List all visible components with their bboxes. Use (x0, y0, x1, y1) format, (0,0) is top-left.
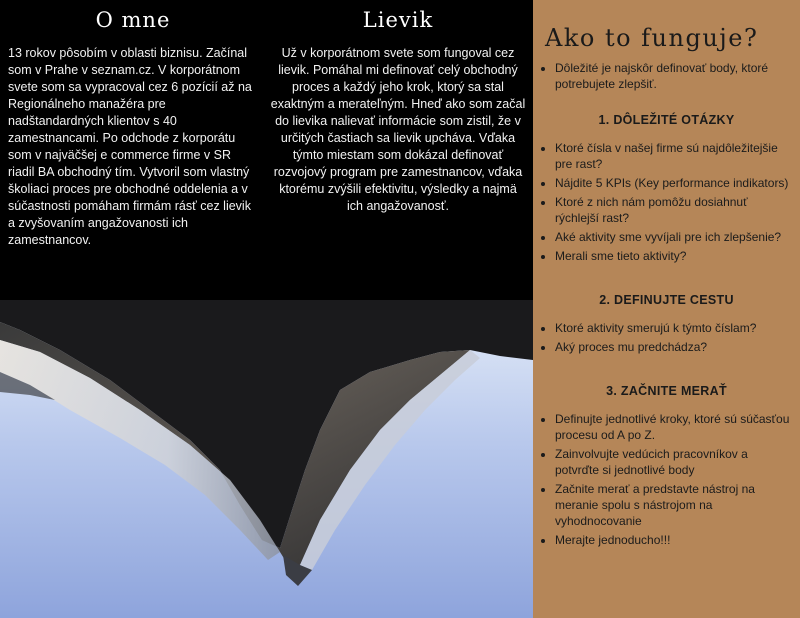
intro-list (533, 60, 800, 92)
questions-list (533, 140, 800, 264)
list-item: • Ktoré aktivity smerujú k týmto číslam? (555, 320, 800, 336)
measure-list (533, 411, 800, 548)
funnel-title: Lievik (362, 8, 434, 32)
about-title: O mne (95, 8, 171, 32)
about-column (8, 8, 258, 249)
list-item: • Začnite merať a predstavte nástroj na meranie spolu s nástrojom na vyhodnocovanie (555, 481, 800, 529)
intro-item: • Dôležité je najskôr definovať body, ktoré potrebujete zlepšiť. (555, 60, 800, 92)
list-item: • Aké aktivity sme vyvíjali pre ich zlepšenie? (555, 229, 800, 245)
list-item: • Merali sme tieto aktivity? (555, 248, 800, 264)
funnel-column (270, 8, 526, 215)
list-item: • Aký proces mu predchádza? (555, 339, 800, 355)
list-item: • Definujte jednotlivé kroky, ktoré sú súčasťou procesu od A po Z. (555, 411, 800, 443)
how-title: Ako to funguje? (545, 24, 759, 52)
list-item: • Ktoré čísla v našej firme sú najdôležitejšie pre rast? (555, 140, 800, 172)
section-heading-path: 2. DEFINUJTE CESTU (599, 293, 734, 307)
list-item: • Nájdite 5 KPIs (Key performance indikators) (555, 175, 800, 191)
section-heading-questions: 1. DÔLEŽITÉ OTÁZKY (598, 113, 735, 127)
list-item: • Merajte jednoducho!!! (555, 532, 800, 548)
list-item: • Ktoré z nich nám pomôžu dosiahnuť rýchlejší rast? (555, 194, 800, 226)
about-text: 13 rokov pôsobím v oblasti biznisu. Začínal som v Prahe v seznam.cz. V korporátnom svete som sa vypracoval cez 6 pozícií až na Regionálneho manažéra pre nadštandardných klientov s 40 zamestnancami. Po odchode z korporátu som v najväčšej e commerce firme v SR riadil BA obchodný tím. Vytvoril som vlastný školiaci proces pre obchodné oddelenia a v súčastnosti pomáham firmám rásť cez lievik a zvyšovaním angažovanosti ich zamestnancov. (8, 46, 252, 247)
funnel-text: Už v korporátnom svete som fungoval cez lievik. Pomáhal mi definovať celý obchodný proces a každý jeho krok, ktorý sa stal exaktným a merateľným. Hneď ako som začal do lievika nalievať informácie som zistil, že v určitých častiach sa lievik upcháva. Vďaka týmto miestam som dokázal definovať rozvojový program pre zamestnancov, vďaka ktorému zvýšili efektivitu, výsledky a najmä ich angažovanosť. (270, 46, 526, 213)
list-item: • Zainvolvujte vedúcich pracovníkov a potvrďte si jednotlivé body (555, 446, 800, 478)
path-list (533, 320, 800, 355)
section-heading-measure: 3. ZAČNITE MERAŤ (606, 384, 727, 398)
how-it-works-panel (533, 0, 800, 618)
